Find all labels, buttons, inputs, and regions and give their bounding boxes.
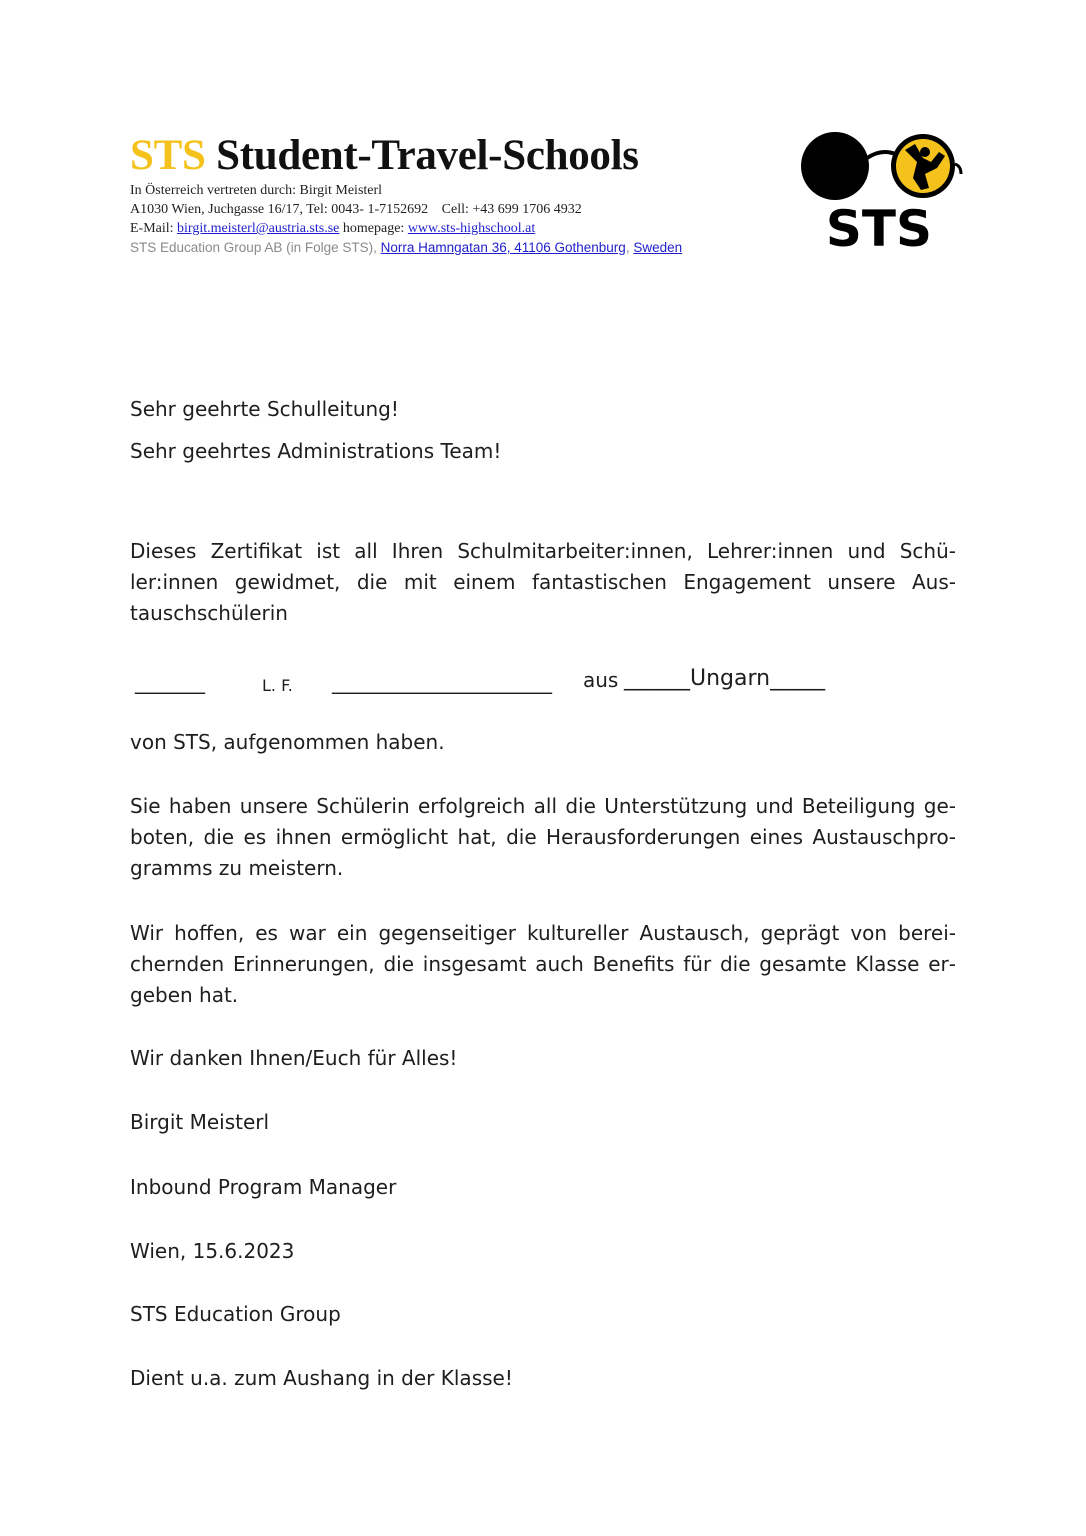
cell-number: Cell: +43 699 1706 4932 [441,202,582,217]
aus-label: aus [583,668,619,692]
thanks-line: Wir danken Ihnen/Euch für Alles! [130,1046,458,1070]
paragraph-exchange: Wir hoffen, es war ein gegenseitiger kultureller Austausch, geprägt von bereichernden Erinnerungen, die insgesamt auch Benefits für die gesamte Klasse ergeben hat. [130,921,956,1007]
company-separator: , [625,240,630,255]
posting-note: Dient u.a. zum Aushang in der Klasse! [130,1366,513,1390]
address: A1030 Wien, Juchgasse 16/17, Tel: 0043- 1-7152692 [130,202,429,217]
organization: STS Education Group [130,1302,341,1326]
signer-title: Inbound Program Manager [130,1175,397,1199]
logo-text: STS [825,200,933,252]
company-address-link[interactable]: Norra Hamngatan 36, 41106 Gothenburg [380,240,626,255]
contact-line [130,200,790,219]
represented-by: In Österreich vertreten durch: Birgit Meisterl [130,183,383,198]
sts-logo [795,128,965,252]
paragraph-support: Sie haben unsere Schülerin erfolgreich all die Unterstützung und Beteiligung geboten, die es ihnen ermöglicht hat, die Herausforderungen eines Austauschprogramms zu meistern. [130,794,956,880]
signer-name: Birgit Meisterl [130,1110,270,1134]
web-line [130,219,790,238]
company-country-link[interactable]: Sweden [633,240,683,255]
blank-last-name: ______________________ [332,670,552,694]
brand-abbr: STS [130,132,206,179]
paragraph-dedication: Dieses Zertifikat ist all Ihren Schulmitarbeiter:innen, Lehrer:innen und Schüler:innen gewidmet, die mit einem fantastischen Engagement unsere Austauschschülerin [130,539,956,625]
brand-title [130,132,790,180]
email-link[interactable]: birgit.meisterl@austria.sts.se [177,221,340,236]
paragraph-from-sts: von STS, aufgenommen haben. [130,730,445,754]
student-fill-line [130,662,956,702]
homepage-link[interactable]: www.sts-highschool.at [407,221,536,236]
email-label: E-Mail: [130,221,174,236]
company-prefix: STS Education Group AB (in Folge STS), [130,240,377,255]
salutation-2: Sehr geehrtes Administrations Team! [130,439,502,463]
student-country: ______Ungarn_____ [624,666,826,691]
letterhead [130,132,790,257]
homepage-label: homepage: [342,221,405,236]
company-line [130,238,790,257]
salutation-1: Sehr geehrte Schulleitung! [130,397,399,421]
left-lens-icon [801,132,869,200]
student-initials: L. F. [262,676,293,695]
brand-name: Student-Travel-Schools [216,132,639,179]
glasses-logo-icon [795,128,965,252]
blank-first-name: _______ [135,670,205,694]
place-date: Wien, 15.6.2023 [130,1239,295,1263]
